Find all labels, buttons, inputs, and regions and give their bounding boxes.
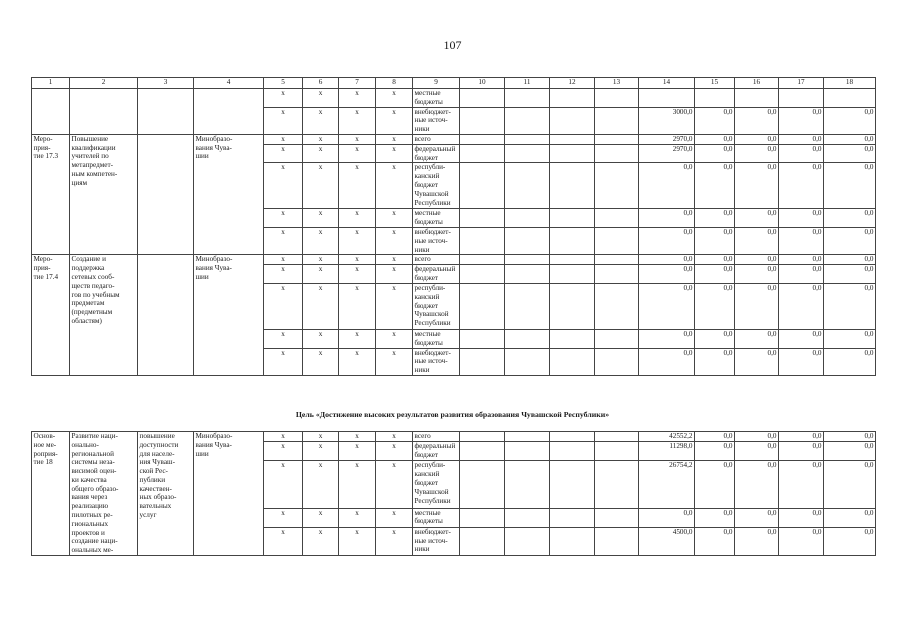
empty-cell: [460, 432, 505, 442]
table-row: [32, 432, 876, 442]
amount-cell-c17: 0,0: [779, 209, 824, 228]
amount-cell-c18: 0,0: [824, 209, 876, 228]
x-mark-cell: x: [339, 163, 376, 209]
activity-purpose: [138, 255, 194, 375]
funding-source-cell: местные бюджеты: [413, 209, 460, 228]
empty-cell: [505, 255, 550, 265]
amount-cell-c16: 0,0: [735, 228, 779, 255]
funding-source-cell: федеральный бюджет: [413, 265, 460, 284]
amount-cell-c18: 0,0: [824, 163, 876, 209]
amount-cell-c15: 0,0: [695, 329, 735, 348]
column-header: 15: [695, 78, 735, 89]
empty-cell: [550, 228, 595, 255]
x-mark-cell: x: [303, 508, 339, 527]
amount-cell-c15: 0,0: [695, 144, 735, 163]
x-mark-cell: x: [339, 265, 376, 284]
empty-cell: [460, 283, 505, 329]
x-mark-cell: x: [303, 432, 339, 442]
empty-cell: [550, 255, 595, 265]
continuation-cell: [70, 89, 138, 135]
empty-cell: [460, 508, 505, 527]
amount-cell-c16: 0,0: [735, 255, 779, 265]
x-mark-cell: x: [376, 209, 413, 228]
x-mark-cell: x: [264, 329, 303, 348]
amount-cell-c15: 0,0: [695, 265, 735, 284]
empty-cell: [595, 107, 639, 134]
empty-cell: [505, 134, 550, 144]
funding-source-cell: республи- канский бюджет Чувашской Республики: [413, 163, 460, 209]
x-mark-cell: x: [376, 283, 413, 329]
empty-cell: [595, 255, 639, 265]
empty-cell: [460, 527, 505, 555]
amount-cell-c17: 0,0: [779, 432, 824, 442]
goal-heading: Цель «Достижение высоких результатов развития образования Чувашской Республики»: [295, 410, 610, 419]
amount-cell-c15: [695, 89, 735, 108]
column-header: 10: [460, 78, 505, 89]
x-mark-cell: x: [303, 527, 339, 555]
empty-cell: [460, 348, 505, 375]
x-mark-cell: x: [376, 432, 413, 442]
x-mark-cell: x: [303, 209, 339, 228]
amount-cell-c17: 0,0: [779, 228, 824, 255]
amount-cell-c18: 0,0: [824, 107, 876, 134]
amount-cell-c17: 0,0: [779, 461, 824, 508]
funding-source-cell: республи- канский бюджет Чувашской Республики: [413, 283, 460, 329]
x-mark-cell: x: [376, 107, 413, 134]
x-mark-cell: x: [339, 508, 376, 527]
amount-cell-c18: 0,0: [824, 508, 876, 527]
amount-cell-c17: 0,0: [779, 527, 824, 555]
amount-cell-c14: 0,0: [639, 265, 695, 284]
amount-cell-c16: 0,0: [735, 442, 779, 461]
amount-cell-c17: 0,0: [779, 255, 824, 265]
funding-source-cell: федеральный бюджет: [413, 144, 460, 163]
funding-source-cell: всего: [413, 432, 460, 442]
x-mark-cell: x: [303, 329, 339, 348]
empty-cell: [505, 209, 550, 228]
column-header: 6: [303, 78, 339, 89]
amount-cell-c17: 0,0: [779, 144, 824, 163]
continuation-cell: [194, 89, 264, 135]
amount-cell-c14: 11298,0: [639, 442, 695, 461]
empty-cell: [460, 89, 505, 108]
x-mark-cell: x: [376, 461, 413, 508]
amount-cell-c16: 0,0: [735, 348, 779, 375]
empty-cell: [505, 89, 550, 108]
responsible-executor: Минобразо- вания Чува- шии: [194, 432, 264, 556]
page-number: 107: [443, 38, 462, 52]
amount-cell-c16: [735, 89, 779, 108]
amount-cell-c14: 26754,2: [639, 461, 695, 508]
funding-table-lower: [31, 431, 876, 556]
empty-cell: [460, 228, 505, 255]
x-mark-cell: x: [376, 163, 413, 209]
x-mark-cell: x: [339, 442, 376, 461]
column-header: 14: [639, 78, 695, 89]
amount-cell-c17: 0,0: [779, 265, 824, 284]
amount-cell-c15: 0,0: [695, 134, 735, 144]
empty-cell: [550, 134, 595, 144]
x-mark-cell: x: [303, 144, 339, 163]
amount-cell-c16: 0,0: [735, 107, 779, 134]
funding-table-upper: [31, 77, 876, 376]
empty-cell: [460, 461, 505, 508]
amount-cell-c17: 0,0: [779, 329, 824, 348]
x-mark-cell: x: [264, 432, 303, 442]
column-header: 17: [779, 78, 824, 89]
activity-purpose: [138, 134, 194, 254]
empty-cell: [595, 527, 639, 555]
amount-cell-c18: 0,0: [824, 283, 876, 329]
empty-cell: [505, 348, 550, 375]
amount-cell-c16: 0,0: [735, 508, 779, 527]
activity-title: Повышение квалификации учителей по метапредмет- ным компетен- циям: [70, 134, 138, 254]
empty-cell: [595, 144, 639, 163]
amount-cell-c18: 0,0: [824, 442, 876, 461]
x-mark-cell: x: [339, 89, 376, 108]
empty-cell: [550, 348, 595, 375]
amount-cell-c18: 0,0: [824, 144, 876, 163]
column-header: 13: [595, 78, 639, 89]
x-mark-cell: x: [264, 508, 303, 527]
empty-cell: [550, 329, 595, 348]
x-mark-cell: x: [303, 228, 339, 255]
empty-cell: [595, 508, 639, 527]
amount-cell-c15: 0,0: [695, 461, 735, 508]
activity-purpose: повышение доступности для населе- ния Чуваш- ской Рес- публики качествен- ных образо- вательных услуг: [138, 432, 194, 556]
empty-cell: [595, 461, 639, 508]
amount-cell-c16: 0,0: [735, 527, 779, 555]
empty-cell: [505, 283, 550, 329]
funding-source-cell: всего: [413, 134, 460, 144]
x-mark-cell: x: [264, 107, 303, 134]
amount-cell-c16: 0,0: [735, 163, 779, 209]
empty-cell: [505, 432, 550, 442]
amount-cell-c14: 0,0: [639, 228, 695, 255]
amount-cell-c16: 0,0: [735, 144, 779, 163]
empty-cell: [460, 107, 505, 134]
empty-cell: [505, 508, 550, 527]
x-mark-cell: x: [339, 209, 376, 228]
x-mark-cell: x: [376, 134, 413, 144]
x-mark-cell: x: [376, 442, 413, 461]
empty-cell: [460, 255, 505, 265]
empty-cell: [550, 527, 595, 555]
x-mark-cell: x: [339, 255, 376, 265]
column-header: 7: [339, 78, 376, 89]
table-row: [32, 89, 876, 108]
x-mark-cell: x: [376, 144, 413, 163]
amount-cell-c15: 0,0: [695, 283, 735, 329]
amount-cell-c16: 0,0: [735, 283, 779, 329]
x-mark-cell: x: [264, 144, 303, 163]
activity-number: Меро- прия- тие 17.4: [32, 255, 70, 375]
x-mark-cell: x: [339, 134, 376, 144]
empty-cell: [595, 209, 639, 228]
empty-cell: [595, 163, 639, 209]
x-mark-cell: x: [303, 134, 339, 144]
empty-cell: [550, 163, 595, 209]
amount-cell-c16: 0,0: [735, 134, 779, 144]
x-mark-cell: x: [303, 461, 339, 508]
activity-title: Развитие наци- онально- региональной системы неза- висимой оцен- ки качества общего образо- вания через реализацию пилотных ре- гиональных проектов и создание наци- ональных ме-: [70, 432, 138, 556]
table-row: [32, 255, 876, 265]
amount-cell-c17: [779, 89, 824, 108]
empty-cell: [550, 432, 595, 442]
amount-cell-c15: 0,0: [695, 228, 735, 255]
amount-cell-c18: 0,0: [824, 461, 876, 508]
empty-cell: [595, 134, 639, 144]
empty-cell: [460, 163, 505, 209]
amount-cell-c14: 0,0: [639, 329, 695, 348]
x-mark-cell: x: [376, 527, 413, 555]
x-mark-cell: x: [303, 265, 339, 284]
amount-cell-c18: [824, 89, 876, 108]
empty-cell: [595, 265, 639, 284]
empty-cell: [505, 228, 550, 255]
activity-title: Создание и поддержка сетевых сооб- ществ педаго- гов по учебным предметам (предметным областям): [70, 255, 138, 375]
x-mark-cell: x: [303, 163, 339, 209]
x-mark-cell: x: [339, 329, 376, 348]
x-mark-cell: x: [264, 255, 303, 265]
amount-cell-c14: 0,0: [639, 163, 695, 209]
amount-cell-c15: 0,0: [695, 209, 735, 228]
column-header: 5: [264, 78, 303, 89]
column-header: 4: [194, 78, 264, 89]
x-mark-cell: x: [264, 163, 303, 209]
empty-cell: [505, 144, 550, 163]
column-header: 8: [376, 78, 413, 89]
amount-cell-c15: 0,0: [695, 255, 735, 265]
x-mark-cell: x: [339, 107, 376, 134]
funding-source-cell: местные бюджеты: [413, 508, 460, 527]
amount-cell-c18: 0,0: [824, 228, 876, 255]
empty-cell: [550, 265, 595, 284]
x-mark-cell: x: [376, 508, 413, 527]
x-mark-cell: x: [376, 255, 413, 265]
empty-cell: [505, 442, 550, 461]
amount-cell-c15: 0,0: [695, 432, 735, 442]
column-header-row: [32, 78, 876, 89]
amount-cell-c16: 0,0: [735, 432, 779, 442]
amount-cell-c15: 0,0: [695, 348, 735, 375]
empty-cell: [505, 265, 550, 284]
empty-cell: [505, 527, 550, 555]
amount-cell-c14: 0,0: [639, 283, 695, 329]
empty-cell: [595, 283, 639, 329]
empty-cell: [595, 442, 639, 461]
x-mark-cell: x: [303, 107, 339, 134]
empty-cell: [550, 89, 595, 108]
empty-cell: [550, 209, 595, 228]
funding-source-cell: внебюджет- ные источ- ники: [413, 348, 460, 375]
funding-source-cell: всего: [413, 255, 460, 265]
empty-cell: [595, 432, 639, 442]
amount-cell-c18: 0,0: [824, 348, 876, 375]
amount-cell-c14: 0,0: [639, 209, 695, 228]
x-mark-cell: x: [264, 228, 303, 255]
column-header: 3: [138, 78, 194, 89]
x-mark-cell: x: [376, 265, 413, 284]
funding-source-cell: республи- канский бюджет Чувашской Республики: [413, 461, 460, 508]
empty-cell: [550, 283, 595, 329]
column-header: 12: [550, 78, 595, 89]
x-mark-cell: x: [264, 461, 303, 508]
table-row: [32, 134, 876, 144]
amount-cell-c18: 0,0: [824, 329, 876, 348]
empty-cell: [550, 107, 595, 134]
funding-source-cell: местные бюджеты: [413, 89, 460, 108]
amount-cell-c18: 0,0: [824, 432, 876, 442]
empty-cell: [550, 508, 595, 527]
x-mark-cell: x: [339, 144, 376, 163]
x-mark-cell: x: [339, 283, 376, 329]
empty-cell: [460, 134, 505, 144]
x-mark-cell: x: [264, 442, 303, 461]
x-mark-cell: x: [339, 228, 376, 255]
amount-cell-c18: 0,0: [824, 255, 876, 265]
amount-cell-c14: 0,0: [639, 255, 695, 265]
responsible-executor: Минобразо- вания Чува- шии: [194, 255, 264, 375]
amount-cell-c16: 0,0: [735, 329, 779, 348]
empty-cell: [550, 144, 595, 163]
empty-cell: [460, 144, 505, 163]
x-mark-cell: x: [339, 527, 376, 555]
activity-number: Основ- ное ме- роприя- тие 18: [32, 432, 70, 556]
funding-source-cell: внебюджет- ные источ- ники: [413, 527, 460, 555]
column-header: 2: [70, 78, 138, 89]
x-mark-cell: x: [303, 283, 339, 329]
responsible-executor: Минобразо- вания Чува- шии: [194, 134, 264, 254]
x-mark-cell: x: [376, 329, 413, 348]
amount-cell-c18: 0,0: [824, 527, 876, 555]
amount-cell-c17: 0,0: [779, 348, 824, 375]
empty-cell: [505, 461, 550, 508]
amount-cell-c15: 0,0: [695, 508, 735, 527]
amount-cell-c14: 2970,0: [639, 144, 695, 163]
funding-source-cell: внебюджет- ные источ- ники: [413, 107, 460, 134]
column-header: 9: [413, 78, 460, 89]
amount-cell-c14: 0,0: [639, 348, 695, 375]
column-header: 11: [505, 78, 550, 89]
amount-cell-c15: 0,0: [695, 107, 735, 134]
empty-cell: [460, 329, 505, 348]
x-mark-cell: x: [264, 527, 303, 555]
amount-cell-c15: 0,0: [695, 527, 735, 555]
amount-cell-c17: 0,0: [779, 107, 824, 134]
funding-source-cell: внебюджет- ные источ- ники: [413, 228, 460, 255]
x-mark-cell: x: [376, 348, 413, 375]
x-mark-cell: x: [339, 348, 376, 375]
activity-number: Меро- прия- тие 17.3: [32, 134, 70, 254]
empty-cell: [505, 163, 550, 209]
empty-cell: [505, 107, 550, 134]
x-mark-cell: x: [264, 89, 303, 108]
amount-cell-c17: 0,0: [779, 163, 824, 209]
x-mark-cell: x: [376, 89, 413, 108]
x-mark-cell: x: [303, 255, 339, 265]
continuation-cell: [32, 89, 70, 135]
amount-cell-c14: 2970,0: [639, 134, 695, 144]
amount-cell-c17: 0,0: [779, 442, 824, 461]
empty-cell: [505, 329, 550, 348]
empty-cell: [595, 348, 639, 375]
x-mark-cell: x: [339, 432, 376, 442]
empty-cell: [595, 228, 639, 255]
x-mark-cell: x: [376, 228, 413, 255]
x-mark-cell: x: [303, 348, 339, 375]
amount-cell-c15: 0,0: [695, 442, 735, 461]
empty-cell: [595, 89, 639, 108]
amount-cell-c15: 0,0: [695, 163, 735, 209]
amount-cell-c14: [639, 89, 695, 108]
amount-cell-c16: 0,0: [735, 265, 779, 284]
x-mark-cell: x: [264, 265, 303, 284]
empty-cell: [550, 442, 595, 461]
amount-cell-c17: 0,0: [779, 283, 824, 329]
column-header: 16: [735, 78, 779, 89]
x-mark-cell: x: [264, 209, 303, 228]
empty-cell: [595, 329, 639, 348]
amount-cell-c17: 0,0: [779, 134, 824, 144]
funding-source-cell: местные бюджеты: [413, 329, 460, 348]
amount-cell-c18: 0,0: [824, 265, 876, 284]
empty-cell: [460, 265, 505, 284]
column-header: 1: [32, 78, 70, 89]
column-header: 18: [824, 78, 876, 89]
amount-cell-c16: 0,0: [735, 461, 779, 508]
empty-cell: [460, 442, 505, 461]
x-mark-cell: x: [264, 283, 303, 329]
x-mark-cell: x: [303, 89, 339, 108]
amount-cell-c14: 0,0: [639, 508, 695, 527]
continuation-cell: [138, 89, 194, 135]
empty-cell: [460, 209, 505, 228]
amount-cell-c14: 42552,2: [639, 432, 695, 442]
x-mark-cell: x: [264, 134, 303, 144]
amount-cell-c16: 0,0: [735, 209, 779, 228]
amount-cell-c14: 4500,0: [639, 527, 695, 555]
funding-source-cell: федеральный бюджет: [413, 442, 460, 461]
amount-cell-c18: 0,0: [824, 134, 876, 144]
empty-cell: [550, 461, 595, 508]
amount-cell-c17: 0,0: [779, 508, 824, 527]
x-mark-cell: x: [339, 461, 376, 508]
amount-cell-c14: 3000,0: [639, 107, 695, 134]
x-mark-cell: x: [264, 348, 303, 375]
x-mark-cell: x: [303, 442, 339, 461]
